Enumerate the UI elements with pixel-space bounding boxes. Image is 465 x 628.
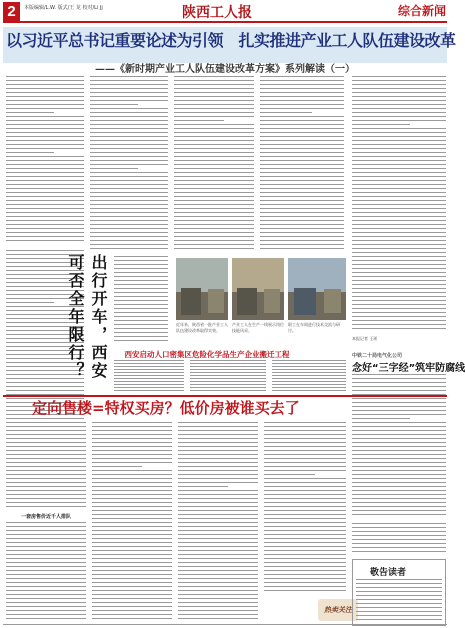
news-photo-3: [288, 258, 346, 320]
footer-rule: [3, 624, 447, 625]
story2-column-1: [114, 360, 184, 394]
photo-credit: 本报记者 王瑶: [352, 336, 378, 341]
section-label: 综合新闻: [397, 4, 446, 18]
story3-lead-column: [6, 422, 86, 510]
page-number: 2: [3, 2, 20, 22]
news-photo-2: [232, 258, 284, 320]
main-subheadline: ——《新时期产业工人队伍建设改革方案》系列解读（一）: [95, 64, 355, 75]
notice-body: [356, 579, 442, 623]
promo-stamp: 热卖关注: [318, 599, 358, 621]
sidebar-headline: 念好“三字经”筑牢防腐线: [352, 363, 465, 374]
photo-caption-3: 职工在车间进行技术交流与研讨。: [288, 322, 340, 333]
main-story-column-4: [260, 76, 344, 254]
photo-caption-1: 近年来，陕西省一批产业工人队伍建设改革取得实效。: [176, 322, 228, 333]
photo-caption-2: 产业工人在生产一线展示岗位技能风采。: [232, 322, 284, 333]
story2-column-2: [190, 360, 266, 394]
left-story-column-2: [114, 256, 168, 344]
story3-subhead: 一套房售价近千人排队: [20, 514, 71, 520]
story3-headline: 定向售楼=特权买房？低价房被谁买去了: [32, 399, 300, 417]
masthead-logo: 陕西工人报: [182, 5, 252, 21]
story3-column-3: [178, 422, 258, 622]
page-header: [0, 0, 450, 26]
quote-block: [352, 523, 446, 559]
main-story-column-5: [352, 76, 446, 332]
story3-column-4: [264, 422, 346, 596]
story3-column-1b: [6, 522, 86, 622]
notice-title: 敬告读者: [370, 568, 407, 578]
story2-headline: 西安启动人口密集区危险化学品生产企业搬迁工程: [124, 350, 290, 359]
header-rule: [3, 21, 447, 23]
main-story-column-2: [90, 76, 168, 254]
main-story-column-1: [6, 76, 84, 244]
sidebar-kicker: 中铁二十局电气化公司: [352, 353, 403, 359]
story2-column-3: [272, 360, 346, 394]
main-headline: 以习近平总书记重要论述为引领 扎实推进产业工人队伍建设改革: [6, 31, 456, 50]
story3-column-2: [92, 422, 172, 622]
main-story-column-3: [174, 76, 254, 254]
left-story-headline: 出行开车，西安可否全年限行？: [66, 254, 108, 380]
edition-meta-line: 本版编辑/L.W. 版式/王 龙 校对/Li Jj: [24, 5, 103, 11]
news-photo-1: [176, 258, 228, 320]
